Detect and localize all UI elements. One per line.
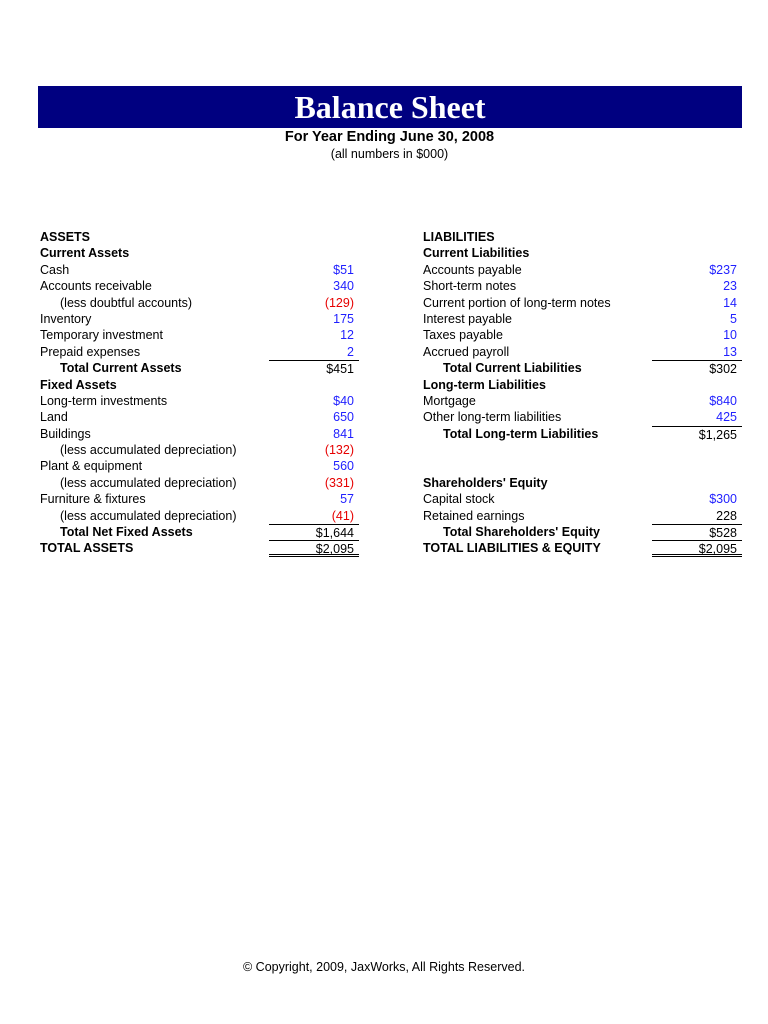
row-value: 228 bbox=[716, 508, 737, 523]
table-row bbox=[40, 442, 360, 458]
fixed-assets-heading: Fixed Assets bbox=[40, 377, 117, 392]
liabilities-heading-row bbox=[423, 229, 743, 245]
row-label: (less accumulated depreciation) bbox=[60, 475, 237, 490]
table-row bbox=[423, 278, 743, 294]
grand-total-label: TOTAL ASSETS bbox=[40, 541, 134, 556]
total-row bbox=[40, 360, 360, 376]
table-row bbox=[40, 508, 360, 524]
grand-total-row bbox=[423, 540, 743, 556]
row-label: Accrued payroll bbox=[423, 344, 510, 359]
row-value: $51 bbox=[333, 262, 354, 277]
longterm-liabilities-heading: Long-term Liabilities bbox=[423, 377, 546, 392]
row-label: (less doubtful accounts) bbox=[60, 295, 193, 310]
row-label: Buildings bbox=[40, 426, 91, 441]
row-value: $300 bbox=[709, 492, 737, 507]
table-row bbox=[40, 344, 360, 360]
table-row bbox=[423, 295, 743, 311]
row-label: Mortgage bbox=[423, 393, 476, 408]
row-value: 23 bbox=[723, 279, 737, 294]
row-label: Accounts payable bbox=[423, 262, 522, 277]
row-value: 841 bbox=[333, 426, 354, 441]
row-value: 425 bbox=[716, 410, 737, 425]
table-row bbox=[423, 508, 743, 524]
table-row bbox=[40, 475, 360, 491]
assets-heading-row bbox=[40, 229, 360, 245]
total-label: Total Current Assets bbox=[60, 361, 182, 376]
grand-total-value: $2,095 bbox=[269, 540, 359, 556]
liabilities-column bbox=[423, 229, 743, 557]
table-row bbox=[423, 344, 743, 360]
row-value: (132) bbox=[324, 443, 354, 458]
equity-heading-row bbox=[423, 475, 743, 491]
row-value: (331) bbox=[324, 475, 354, 490]
units-note: (all numbers in $000) bbox=[330, 147, 449, 161]
row-label: Long-term investments bbox=[40, 393, 168, 408]
fixed-assets-heading-row bbox=[40, 377, 360, 393]
row-value: 57 bbox=[340, 492, 354, 507]
row-value: (129) bbox=[324, 295, 354, 310]
table-row bbox=[423, 491, 743, 507]
row-label: Interest payable bbox=[423, 311, 512, 326]
table-row bbox=[40, 458, 360, 474]
row-label: Cash bbox=[40, 262, 70, 277]
total-label: Total Net Fixed Assets bbox=[60, 525, 193, 540]
row-label: Land bbox=[40, 410, 68, 425]
table-row bbox=[423, 409, 743, 425]
row-value: 175 bbox=[333, 311, 354, 326]
table-row bbox=[40, 262, 360, 278]
table-row bbox=[40, 409, 360, 425]
row-value: 560 bbox=[333, 459, 354, 474]
table-row bbox=[40, 491, 360, 507]
liabilities-heading: LIABILITIES bbox=[423, 230, 495, 244]
total-value: $451 bbox=[269, 360, 359, 376]
grand-total-value: $2,095 bbox=[652, 540, 742, 556]
table-row bbox=[40, 311, 360, 327]
current-assets-heading-row bbox=[40, 245, 360, 261]
assets-column bbox=[40, 229, 360, 557]
row-value: $40 bbox=[333, 393, 354, 408]
row-value: 12 bbox=[340, 328, 354, 343]
row-value: 2 bbox=[347, 344, 354, 359]
row-value: 14 bbox=[723, 295, 737, 310]
total-value: $1,265 bbox=[652, 426, 742, 442]
row-label: Accounts receivable bbox=[40, 279, 152, 294]
table-row bbox=[40, 393, 360, 409]
row-label: (less accumulated depreciation) bbox=[60, 508, 237, 523]
table-row bbox=[423, 327, 743, 343]
table-row bbox=[40, 278, 360, 294]
row-label: Temporary investment bbox=[40, 328, 163, 343]
copyright-notice: © Copyright, 2009, JaxWorks, All Rights Reserved. bbox=[242, 960, 525, 974]
total-value: $1,644 bbox=[269, 524, 359, 540]
row-label: Capital stock bbox=[423, 492, 495, 507]
equity-heading: Shareholders' Equity bbox=[423, 475, 548, 490]
row-label: Taxes payable bbox=[423, 328, 503, 343]
grand-total-label: TOTAL LIABILITIES & EQUITY bbox=[423, 541, 601, 556]
total-label: Total Long-term Liabilities bbox=[443, 426, 599, 441]
table-row bbox=[423, 311, 743, 327]
row-label: Short-term notes bbox=[423, 279, 517, 294]
row-value: $840 bbox=[709, 393, 737, 408]
row-label: (less accumulated depreciation) bbox=[60, 443, 237, 458]
spacer bbox=[423, 458, 743, 474]
row-value: 10 bbox=[723, 328, 737, 343]
row-value: 13 bbox=[723, 344, 737, 359]
row-value: 5 bbox=[730, 311, 737, 326]
total-row bbox=[40, 524, 360, 540]
row-value: 650 bbox=[333, 410, 354, 425]
table-row bbox=[40, 295, 360, 311]
row-value: $237 bbox=[709, 262, 737, 277]
total-label: Total Current Liabilities bbox=[443, 361, 582, 376]
total-row bbox=[423, 426, 743, 442]
row-label: Other long-term liabilities bbox=[423, 410, 562, 425]
table-row bbox=[423, 393, 743, 409]
row-label: Plant & equipment bbox=[40, 459, 143, 474]
row-label: Furniture & fixtures bbox=[40, 492, 146, 507]
row-label: Prepaid expenses bbox=[40, 344, 141, 359]
table-row bbox=[40, 327, 360, 343]
row-label: Inventory bbox=[40, 311, 92, 326]
current-liabilities-heading: Current Liabilities bbox=[423, 246, 530, 261]
current-assets-heading: Current Assets bbox=[40, 246, 130, 261]
total-value: $302 bbox=[652, 360, 742, 376]
row-label: Current portion of long-term notes bbox=[423, 295, 611, 310]
table-row bbox=[40, 426, 360, 442]
table-row bbox=[423, 262, 743, 278]
current-liabilities-heading-row bbox=[423, 245, 743, 261]
assets-heading: ASSETS bbox=[40, 230, 91, 244]
total-value: $528 bbox=[652, 524, 742, 540]
total-row bbox=[423, 360, 743, 376]
grand-total-row bbox=[40, 540, 360, 556]
row-value: 340 bbox=[333, 279, 354, 294]
longterm-liabilities-heading-row bbox=[423, 377, 743, 393]
row-label: Retained earnings bbox=[423, 508, 525, 523]
report-period: For Year Ending June 30, 2008 bbox=[284, 129, 495, 145]
total-row bbox=[423, 524, 743, 540]
total-label: Total Shareholders' Equity bbox=[443, 525, 600, 540]
row-value: (41) bbox=[331, 508, 354, 523]
page-title: Balance Sheet bbox=[38, 86, 742, 128]
spacer bbox=[423, 442, 743, 458]
